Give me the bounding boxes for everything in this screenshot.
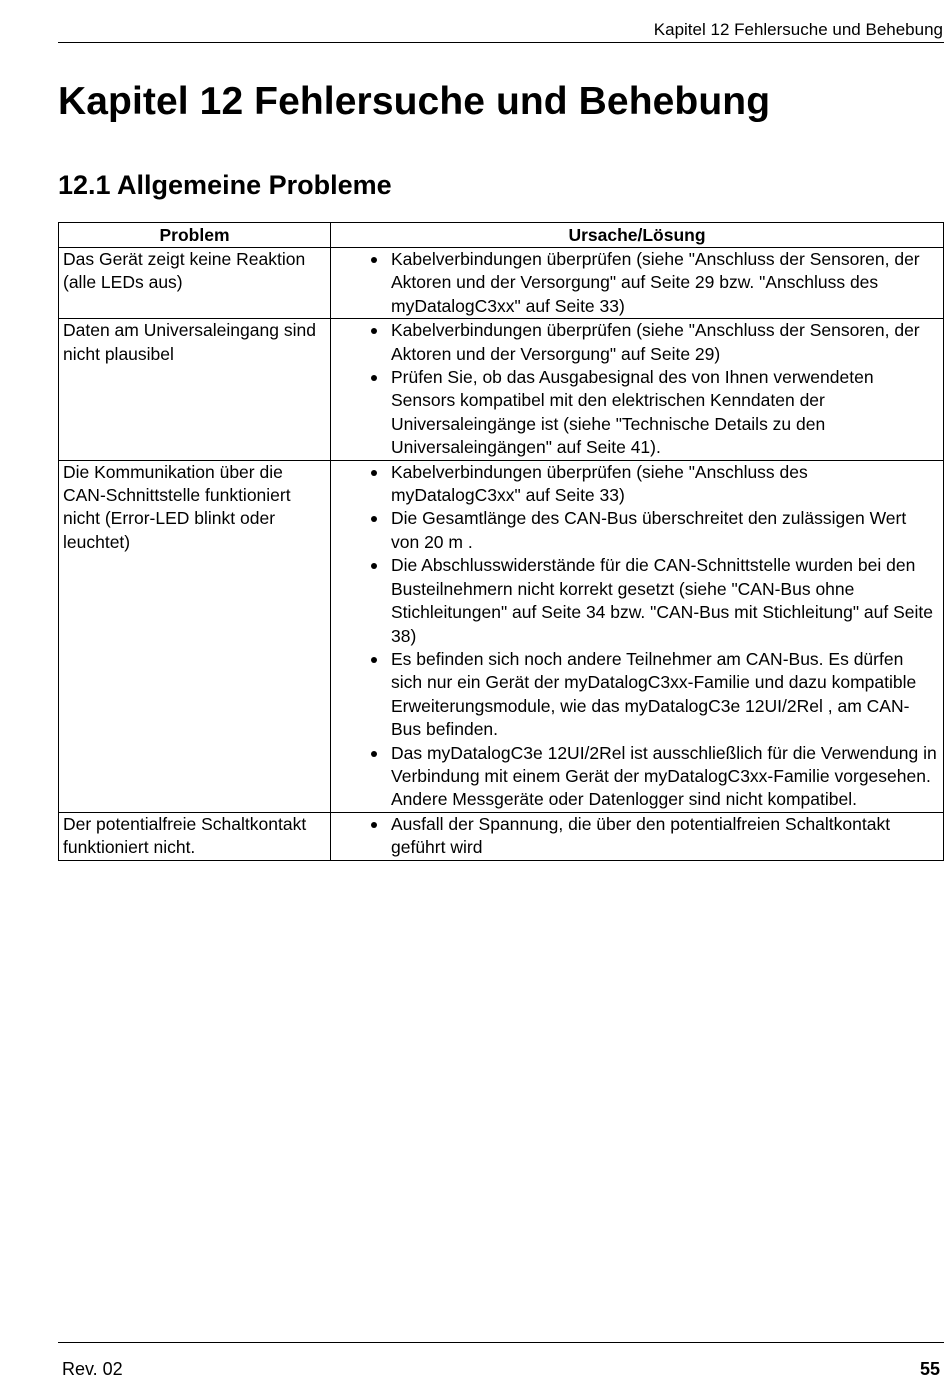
- solution-item: Prüfen Sie, ob das Ausgabesignal des von Ihnen verwendeten Sensors kompatibel mit den elektrischen Kenndaten der Universaleingänge ist (siehe "Technische Details zu den Universaleingängen" auf Seite 41).: [335, 366, 939, 460]
- solution-item: Die Gesamtlänge des CAN-Bus überschreitet den zulässigen Wert von 20 m .: [335, 507, 939, 554]
- solution-cell: [331, 319, 944, 460]
- problems-table: [58, 222, 944, 861]
- table-row: [59, 460, 944, 812]
- table-header-row: [59, 223, 944, 248]
- running-header-title: Kapitel 12 Fehlersuche und Behebung: [653, 20, 943, 39]
- section-title: 12.1 Allgemeine Probleme: [58, 170, 392, 200]
- table-row: [59, 812, 944, 860]
- column-header-problem: Problem: [59, 223, 331, 248]
- table-row: [59, 319, 944, 460]
- solution-cell: [331, 248, 944, 319]
- problem-cell: Das Gerät zeigt keine Reaktion (alle LEDs aus): [59, 248, 331, 319]
- revision-label: Rev. 02: [62, 1359, 123, 1379]
- solution-item: Kabelverbindungen überprüfen (siehe "Anschluss der Sensoren, der Aktoren und der Versorgung" auf Seite 29): [335, 319, 939, 366]
- problem-cell: Der potentialfreie Schaltkontakt funktioniert nicht.: [59, 812, 331, 860]
- solution-cell: [331, 460, 944, 812]
- problem-cell: Die Kommunikation über die CAN-Schnittstelle funktioniert nicht (Error-LED blinkt oder leuchtet): [59, 460, 331, 812]
- running-header: [58, 18, 944, 43]
- solution-item: Kabelverbindungen überprüfen (siehe "Anschluss der Sensoren, der Aktoren und der Versorgung" auf Seite 29 bzw. "Anschluss des myDatalogC3xx" auf Seite 33): [335, 248, 939, 318]
- solution-list: [335, 461, 939, 812]
- column-header-solution: Ursache/Lösung: [331, 223, 944, 248]
- solution-item: Ausfall der Spannung, die über den potentialfreien Schaltkontakt geführt wird: [335, 813, 939, 860]
- problem-cell: Daten am Universaleingang sind nicht plausibel: [59, 319, 331, 460]
- solution-cell: [331, 812, 944, 860]
- solution-item: Die Abschlusswiderstände für die CAN-Schnittstelle wurden bei den Busteilnehmern nicht korrekt gesetzt (siehe "CAN-Bus ohne Stichleitungen" auf Seite 34 bzw. "CAN-Bus mit Stichleitung" auf Seite 38): [335, 554, 939, 648]
- solution-list: [335, 319, 939, 459]
- chapter-title: Kapitel 12 Fehlersuche und Behebung: [58, 80, 771, 123]
- page-footer: [58, 1342, 944, 1379]
- page-number: 55: [919, 1359, 940, 1379]
- solution-list: [335, 813, 939, 860]
- solution-item: Es befinden sich noch andere Teilnehmer am CAN-Bus. Es dürfen sich nur ein Gerät der myDatalogC3xx-Familie und dazu kompatible Erweiterungsmodule, wie das myDatalogC3e 12UI/2Rel , am CAN-Bus befinden.: [335, 648, 939, 742]
- solution-item: Kabelverbindungen überprüfen (siehe "Anschluss des myDatalogC3xx" auf Seite 33): [335, 461, 939, 508]
- solution-item: Das myDatalogC3e 12UI/2Rel ist ausschließlich für die Verwendung in Verbindung mit einem Gerät der myDatalogC3xx-Familie vorgesehen. Andere Messgeräte oder Datenlogger sind nicht kompatibel.: [335, 742, 939, 812]
- solution-list: [335, 248, 939, 318]
- table-row: [59, 248, 944, 319]
